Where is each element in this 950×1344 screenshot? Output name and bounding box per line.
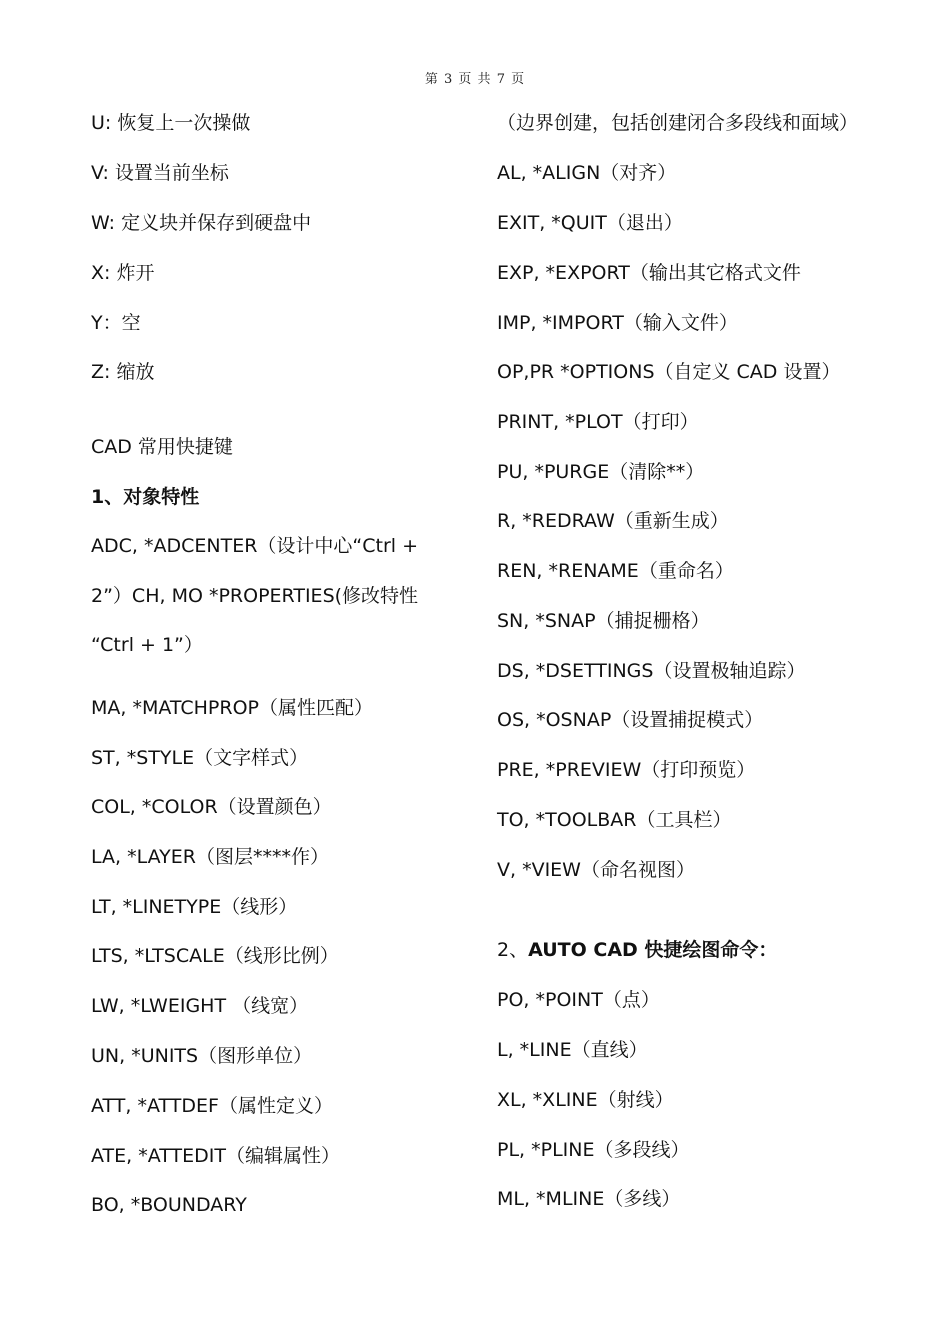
shortcut-line: PL, *PLINE（多段线）: [497, 1139, 690, 1161]
section-heading: CAD 常用快捷键: [91, 436, 233, 458]
shortcut-line: LA, *LAYER（图层****作）: [91, 846, 329, 868]
shortcut-line: TO, *TOOLBAR（工具栏）: [497, 809, 732, 831]
shortcut-line: PRINT, *PLOT（打印）: [497, 411, 699, 433]
shortcut-line: UN, *UNITS（图形单位）: [91, 1045, 313, 1067]
shortcut-line: V: 设置当前坐标: [91, 162, 229, 184]
shortcut-line: AL, *ALIGN（对齐）: [497, 162, 677, 184]
page-number-header: 第 3 页 共 7 页: [424, 72, 526, 87]
subsection-heading: 1、对象特性: [91, 486, 200, 508]
shortcut-line: 2”）CH, MO *PROPERTIES(修改特性: [91, 585, 419, 607]
shortcut-line: Z: 缩放: [91, 361, 155, 383]
shortcut-line: Y：空: [91, 312, 141, 334]
shortcut-line: OP,PR *OPTIONS（自定义 CAD 设置）: [497, 361, 841, 383]
shortcut-line: IMP, *IMPORT（输入文件）: [497, 312, 738, 334]
section2-heading: [497, 938, 777, 962]
shortcut-line: （边界创建，包括创建闭合多段线和面域）: [497, 112, 859, 134]
shortcut-line: PRE, *PREVIEW（打印预览）: [497, 759, 756, 781]
shortcut-line: ADC, *ADCENTER（设计中心“Ctrl +: [91, 535, 419, 557]
shortcut-line: ML, *MLINE（多线）: [497, 1188, 681, 1210]
shortcut-line: PU, *PURGE（清除**）: [497, 461, 705, 483]
shortcut-line: OS, *OSNAP（设置捕捉模式）: [497, 709, 764, 731]
shortcut-line: R, *REDRAW（重新生成）: [497, 510, 729, 532]
shortcut-line: W: 定义块并保存到硬盘中: [91, 212, 312, 234]
shortcut-line: MA, *MATCHPROP（属性匹配）: [91, 697, 374, 719]
shortcut-line: ATT, *ATTDEF（属性定义）: [91, 1095, 333, 1117]
shortcut-line: U: 恢复上一次操做: [91, 112, 251, 134]
section2-prefix: 2、: [497, 939, 529, 961]
shortcut-line: ST, *STYLE（文字样式）: [91, 747, 309, 769]
shortcut-line: PO, *POINT（点）: [497, 989, 660, 1011]
shortcut-line: LW, *LWEIGHT （线宽）: [91, 995, 309, 1017]
shortcut-line: LT, *LINETYPE（线形）: [91, 896, 298, 918]
shortcut-line: EXP, *EXPORT（输出其它格式文件: [497, 262, 801, 284]
shortcut-line: COL, *COLOR（设置颜色）: [91, 796, 332, 818]
shortcut-line: REN, *RENAME（重命名）: [497, 560, 734, 582]
shortcut-line: DS, *DSETTINGS（设置极轴追踪）: [497, 660, 806, 682]
shortcut-line: SN, *SNAP（捕捉栅格）: [497, 610, 710, 632]
shortcut-line: EXIT, *QUIT（退出）: [497, 212, 683, 234]
shortcut-line: LTS, *LTSCALE（线形比例）: [91, 945, 339, 967]
shortcut-line: ATE, *ATTEDIT（编辑属性）: [91, 1145, 340, 1167]
shortcut-line: X: 炸开: [91, 262, 155, 284]
shortcut-line: BO, *BOUNDARY: [91, 1194, 247, 1216]
shortcut-line: XL, *XLINE（射线）: [497, 1089, 674, 1111]
shortcut-line: “Ctrl + 1”）: [91, 634, 203, 656]
shortcut-line: L, *LINE（直线）: [497, 1039, 648, 1061]
shortcut-line: V, *VIEW（命名视图）: [497, 859, 695, 881]
section2-title: AUTO CAD 快捷绘图命令：: [528, 939, 778, 961]
